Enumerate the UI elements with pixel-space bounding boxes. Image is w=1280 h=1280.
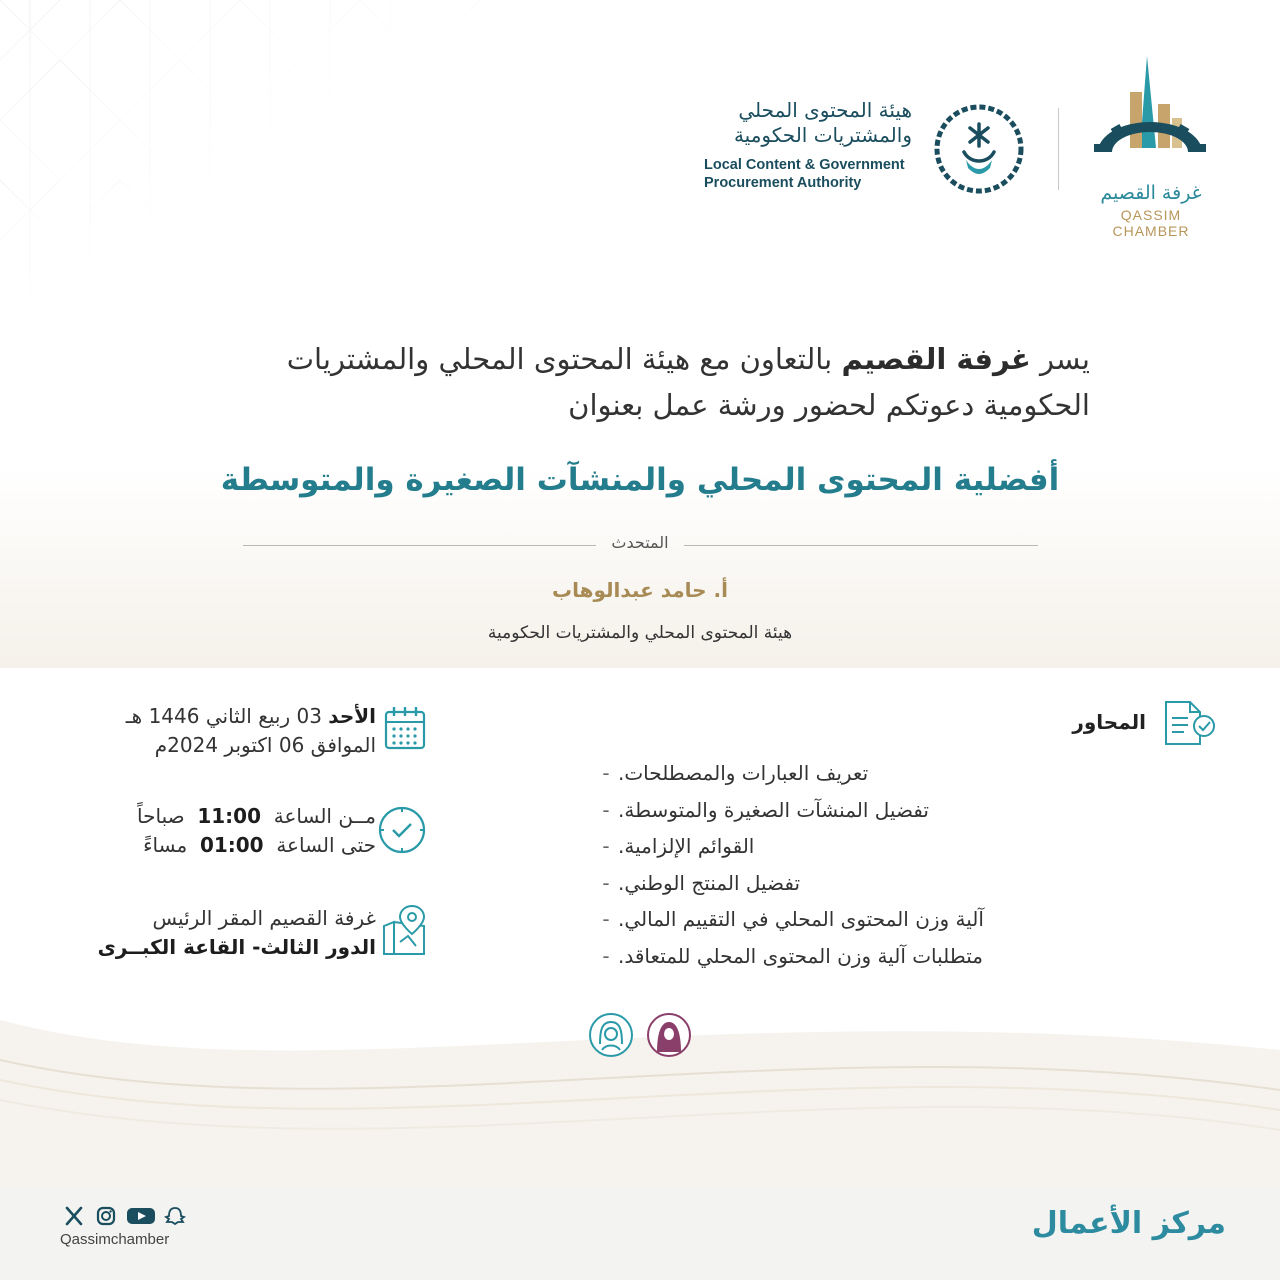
instagram-icon[interactable] <box>96 1206 116 1226</box>
intro-line2: الحكومية دعوتكم لحضور ورشة عمل بعنوان <box>568 388 1090 422</box>
snapchat-icon[interactable] <box>164 1206 186 1226</box>
women-icon <box>646 1012 692 1058</box>
chamber-name-ar: غرفة القصيم <box>1100 182 1202 204</box>
time-to-period: مساءً <box>143 833 188 857</box>
date-hijri: 03 ربيع الثاني 1446 هـ <box>125 704 322 728</box>
axes-list <box>586 755 1206 974</box>
list-item: - القوائم الإلزامية. <box>602 834 755 859</box>
intro-line1 <box>170 336 1090 382</box>
time-from-label: مــن الساعة <box>273 804 376 828</box>
date-day: الأحد <box>328 704 376 728</box>
chamber-name-en: QASSIM CHAMBER <box>1112 207 1190 239</box>
speaker-divider-right <box>684 545 1038 546</box>
document-check-icon <box>1160 696 1218 750</box>
speaker-divider-left <box>243 545 596 546</box>
list-item: - تفضيل المنتج الوطني. <box>602 870 801 895</box>
location-info <box>98 904 376 962</box>
lca-name-en-line1: Local Content & Government <box>704 157 905 173</box>
qassim-chamber-logo-icon <box>1092 52 1208 182</box>
lca-emblem-icon <box>932 102 1026 196</box>
youtube-icon[interactable] <box>126 1206 156 1226</box>
location-line2: الدور الثالث- القاعة الكبــرى <box>97 935 376 959</box>
list-item: - متطلبات آلية وزن المحتوى المحلي للمتعاقد. <box>602 943 983 968</box>
intro-prefix: يسر <box>1040 342 1090 376</box>
date-info <box>126 702 376 760</box>
clock-check-icon <box>376 804 428 856</box>
date-line1 <box>126 702 376 731</box>
intro-text <box>170 336 1090 428</box>
workshop-title: أفضلية المحتوى المحلي والمنشآت الصغيرة والمتوسطة <box>220 462 1060 498</box>
decorative-waves <box>0 960 1280 1188</box>
date-gregorian: الموافق 06 اكتوبر 2024م <box>154 733 376 757</box>
map-pin-icon <box>380 904 428 958</box>
lca-name-ar-line1: هيئة المحتوى المحلي <box>738 98 912 122</box>
time-from <box>137 802 376 831</box>
time-to-value: 01:00 <box>199 833 264 857</box>
lca-name-en <box>704 156 912 192</box>
calendar-icon <box>382 704 428 752</box>
list-item: - تفضيل المنشآت الصغيرة والمتوسطة. <box>602 797 929 822</box>
location-line1: غرفة القصيم المقر الرئيس <box>152 906 376 930</box>
social-icons <box>60 1206 190 1228</box>
lca-name-ar <box>632 98 912 148</box>
intro-highlight: غرفة القصيم <box>841 342 1031 376</box>
lca-name-ar-line2: والمشتريات الحكومية <box>733 123 912 147</box>
intro-suffix: بالتعاون مع هيئة المحتوى المحلي والمشتريات <box>286 342 833 376</box>
time-to <box>137 831 376 860</box>
time-to-label: حتى الساعة <box>276 833 376 857</box>
speaker-label: المتحدث <box>611 533 669 552</box>
time-from-period: صباحاً <box>137 804 185 828</box>
business-center-logo: مركز الأعمال <box>1031 1206 1226 1241</box>
speaker-organization: هيئة المحتوى المحلي والمشتريات الحكومية <box>487 623 793 643</box>
lca-name-en-line2: Procurement Authority <box>704 175 862 191</box>
list-item: - آلية وزن المحتوى المحلي في التقييم المالي. <box>602 907 984 932</box>
axes-title: المحاور <box>1072 710 1146 734</box>
list-item: - تعريف العبارات والمصطلحات. <box>602 761 869 786</box>
geometric-pattern <box>0 0 520 320</box>
logo-divider <box>1058 108 1059 190</box>
time-info <box>137 802 376 860</box>
social-handle: Qassimchamber <box>60 1231 170 1248</box>
time-from-value: 11:00 <box>197 804 262 828</box>
x-icon[interactable] <box>64 1206 84 1226</box>
men-icon <box>588 1012 634 1058</box>
speaker-name: أ. حامد عبدالوهاب <box>552 578 728 602</box>
